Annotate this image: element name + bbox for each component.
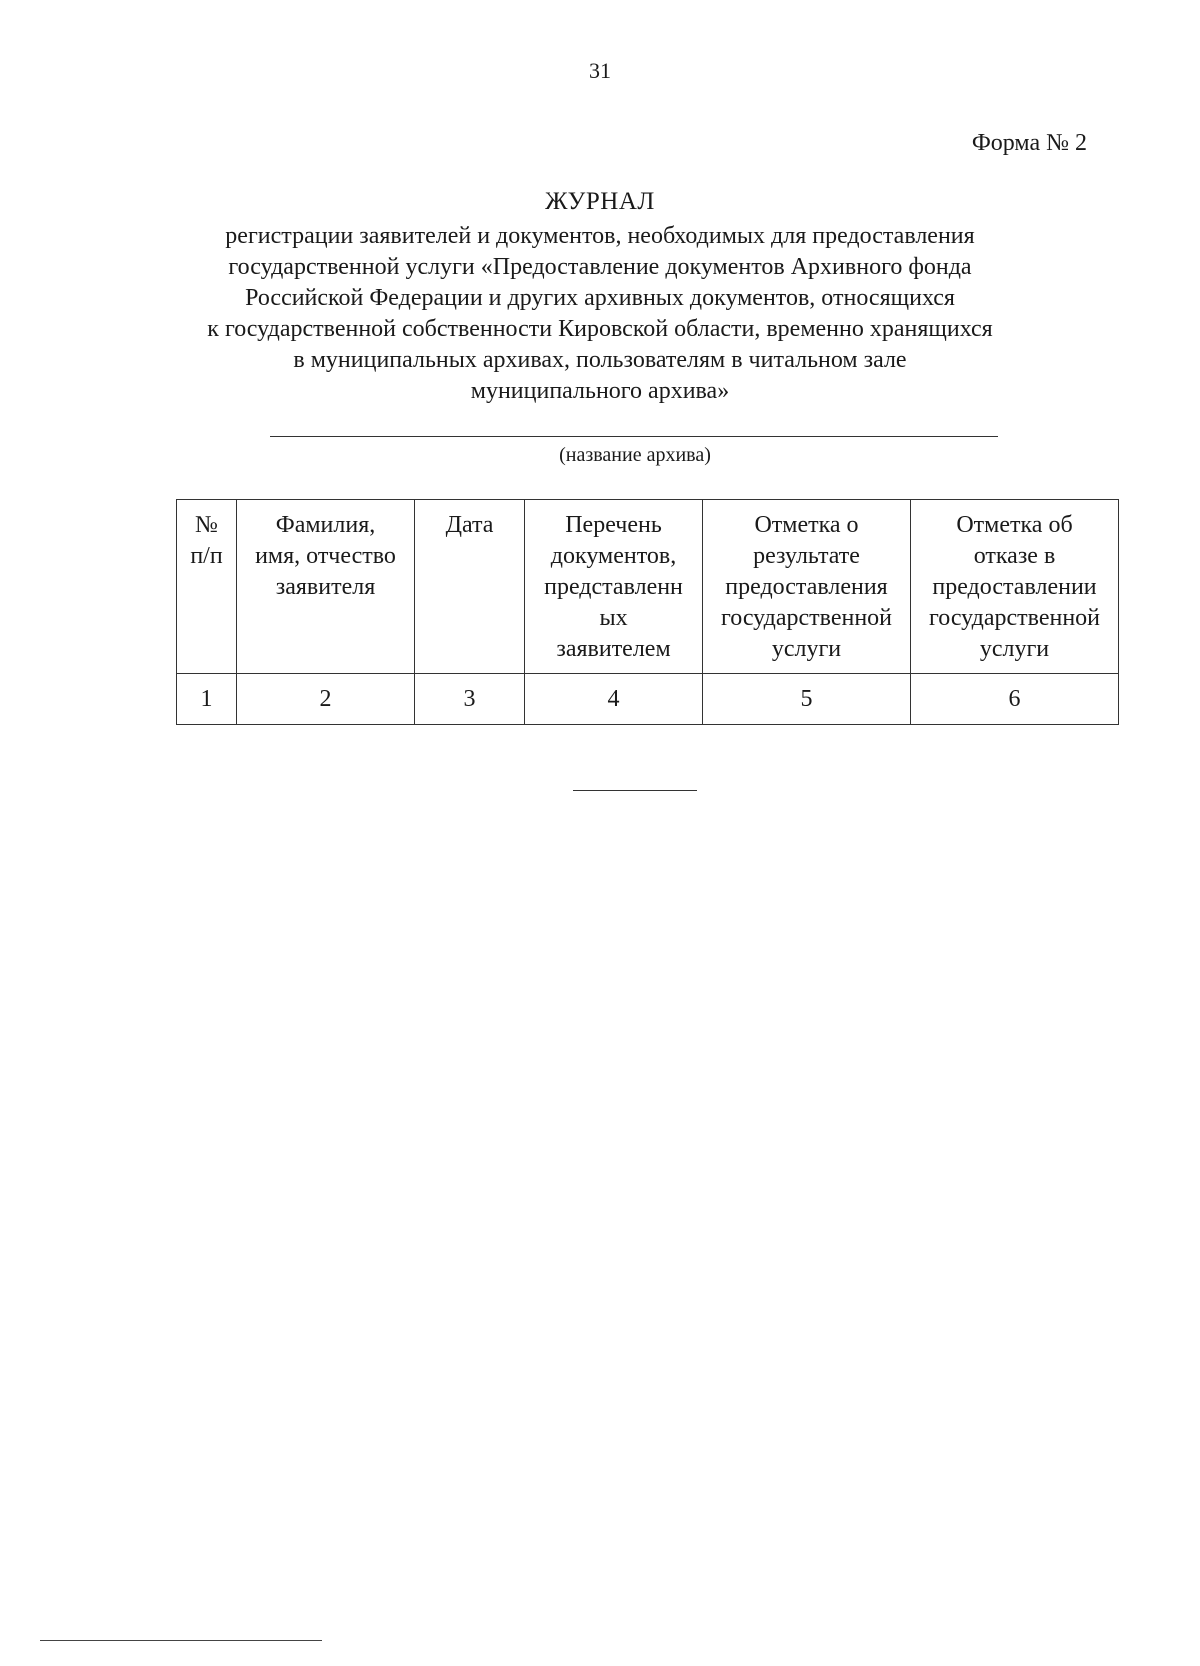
header-cell-documents: [525, 500, 703, 674]
form-label: Форма № 2: [971, 130, 1087, 156]
header-line: имя, отчество: [255, 543, 396, 569]
footnote-rule: [40, 1640, 322, 1641]
header-line: предоставлении: [932, 574, 1097, 600]
page-number: 31: [589, 58, 611, 83]
end-rule: [573, 790, 697, 791]
header-line: заявителя: [275, 574, 376, 600]
column-number-cell: 2: [237, 674, 415, 725]
header-line: Отметка об: [956, 512, 1073, 538]
subtitle-line: государственной услуги «Предоставление документов Архивного фонда: [228, 254, 972, 280]
column-number-cell: 6: [911, 674, 1119, 725]
header-cell-result: [703, 500, 911, 674]
header-line: Перечень: [565, 512, 662, 538]
journal-title: ЖУРНАЛ: [545, 188, 655, 215]
header-line: результате: [753, 543, 860, 569]
header-line: услуги: [979, 636, 1050, 662]
archive-caption: (название архива): [559, 444, 711, 466]
header-cell-date: [415, 500, 525, 674]
subtitle-line: к государственной собственности Кировской области, временно хранящихся: [207, 316, 993, 342]
header-line: предоставления: [725, 574, 888, 600]
header-cell-name: [237, 500, 415, 674]
header-line: Фамилия,: [275, 512, 376, 538]
header-line: государственной: [720, 605, 893, 631]
subtitle-line: регистрации заявителей и документов, необходимых для предоставления: [225, 223, 975, 249]
header-line: услуги: [771, 636, 842, 662]
table-row: [177, 674, 1119, 725]
archive-name-line: [270, 436, 998, 437]
header-line: документов,: [550, 543, 677, 569]
header-line: Отметка о: [754, 512, 859, 538]
header-line: представленн: [544, 574, 683, 600]
column-number-cell: 3: [415, 674, 525, 725]
journal-subtitle: [0, 221, 1200, 407]
column-number-cell: 4: [525, 674, 703, 725]
header-line: №: [195, 512, 218, 538]
header-line: заявителем: [556, 636, 671, 662]
journal-table: [176, 499, 1119, 725]
header-line: Дата: [445, 512, 494, 538]
table-header-row: [177, 500, 1119, 674]
subtitle-line: муниципального архива»: [470, 378, 730, 404]
subtitle-line: в муниципальных архивах, пользователям в читальном зале: [293, 347, 907, 373]
header-line: п/п: [190, 543, 223, 569]
header-line: государственной: [928, 605, 1101, 631]
column-number-cell: 1: [177, 674, 237, 725]
header-line: отказе в: [973, 543, 1056, 569]
subtitle-line: Российской Федерации и других архивных документов, относящихся: [245, 285, 955, 311]
header-cell-number: [177, 500, 237, 674]
column-number-cell: 5: [703, 674, 911, 725]
header-line: ых: [599, 605, 628, 631]
header-cell-refusal: [911, 500, 1119, 674]
